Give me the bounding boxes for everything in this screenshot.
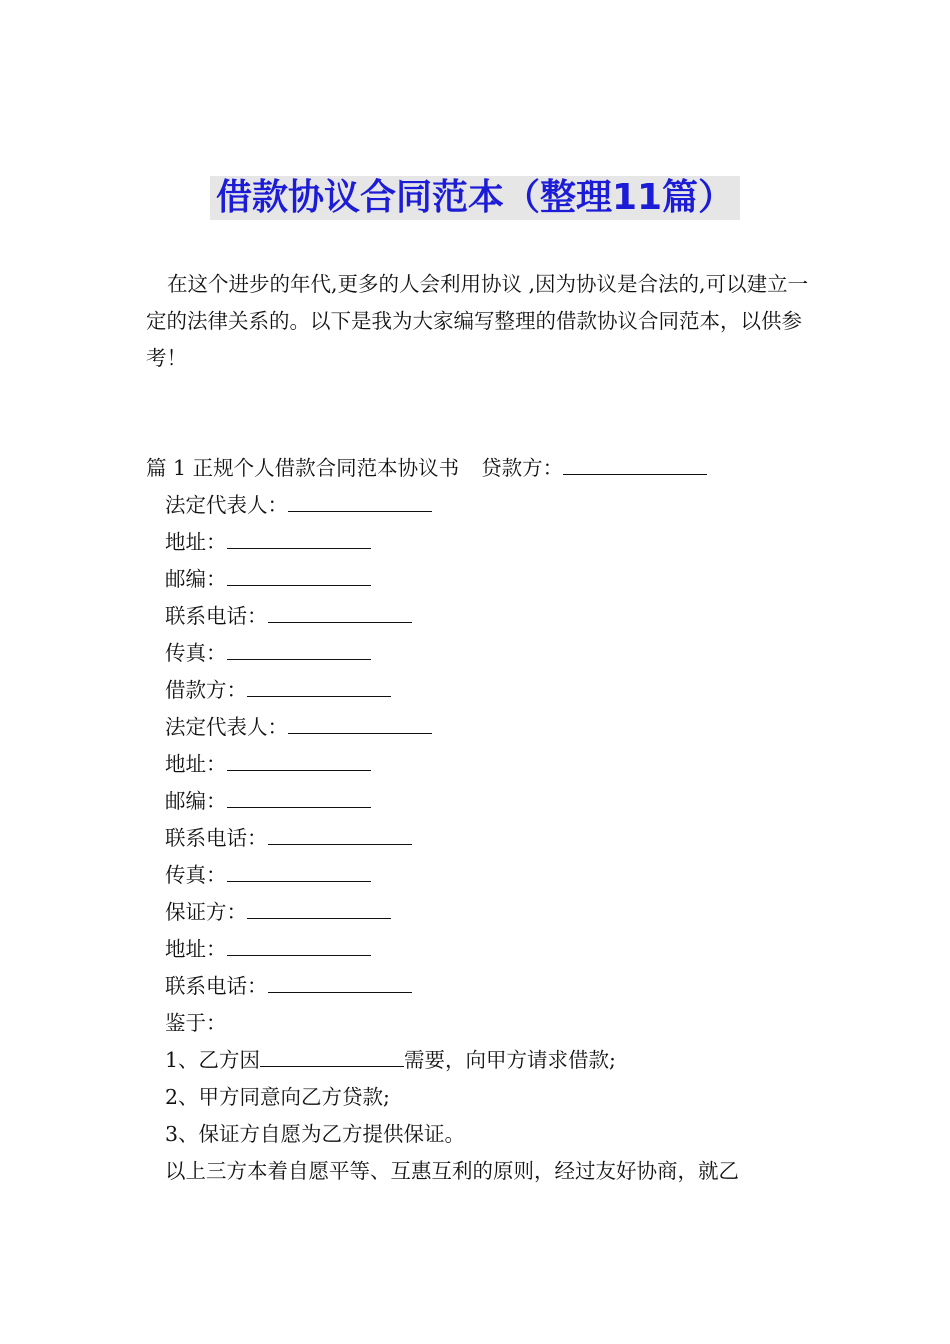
- field-blank: [288, 489, 432, 512]
- item-3-line: 3、保证方自愿为乙方提供保证。: [165, 1122, 466, 1146]
- field-line: [146, 820, 826, 857]
- field-line: [146, 709, 826, 746]
- item-1-pre: 1、乙方因: [165, 1048, 261, 1072]
- item-2-line: 2、甲方同意向乙方贷款;: [165, 1085, 390, 1109]
- field-blank: [268, 822, 412, 845]
- field-label: 借款方：: [165, 678, 247, 702]
- field-line: [146, 894, 826, 931]
- section-1: [146, 450, 826, 1190]
- page-title: 借款协议合同范本（整理11篇）: [210, 176, 740, 220]
- field-label: 地址：: [165, 937, 227, 961]
- field-label: 保证方：: [165, 900, 247, 924]
- item-1-post: 需要，向甲方请求借款;: [404, 1048, 616, 1072]
- title-container: [0, 176, 950, 220]
- field-label: 联系电话：: [165, 974, 268, 998]
- field-blank: [268, 600, 412, 623]
- lender-label: 贷款方：: [481, 456, 564, 480]
- field-blank: [268, 970, 412, 993]
- intro-paragraph-container: [146, 266, 816, 377]
- field-line: [146, 672, 826, 709]
- field-label: 法定代表人：: [165, 493, 288, 517]
- field-blank: [227, 859, 371, 882]
- field-line: [146, 746, 826, 783]
- field-label: 联系电话：: [165, 826, 268, 850]
- field-label: 传真：: [165, 641, 227, 665]
- field-line: [146, 857, 826, 894]
- field-blank: [227, 933, 371, 956]
- field-line: [146, 561, 826, 598]
- field-label: 地址：: [165, 530, 227, 554]
- field-line: [146, 524, 826, 561]
- intro-paragraph: 在这个进步的年代,更多的人会利用协议 ,因为协议是合法的,可以建立一定的法律关系的。以下是我为大家编写整理的借款协议合同范本，以供参考！: [146, 272, 809, 370]
- item-1-blank: [260, 1044, 404, 1067]
- field-blank: [247, 674, 391, 697]
- field-line: [146, 598, 826, 635]
- field-blank: [227, 748, 371, 771]
- field-label: 邮编：: [165, 789, 227, 813]
- whereas-line: 鉴于：: [165, 1011, 227, 1035]
- field-blank: [288, 711, 432, 734]
- section-heading: 篇 1 正规个人借款合同范本协议书: [146, 456, 460, 480]
- field-blank: [247, 896, 391, 919]
- field-line: [146, 487, 826, 524]
- field-label: 邮编：: [165, 567, 227, 591]
- lender-blank: [563, 452, 707, 475]
- field-line: [146, 931, 826, 968]
- field-blank: [227, 526, 371, 549]
- field-line: [146, 968, 826, 1005]
- field-line: [146, 783, 826, 820]
- closing-line: 以上三方本着自愿平等、互惠互利的原则，经过友好协商，就乙: [165, 1159, 739, 1183]
- field-blank: [227, 785, 371, 808]
- field-label: 传真：: [165, 863, 227, 887]
- field-blank: [227, 637, 371, 660]
- field-label: 联系电话：: [165, 604, 268, 628]
- field-line: [146, 635, 826, 672]
- field-label: 法定代表人：: [165, 715, 288, 739]
- section-heading-line: [146, 450, 826, 487]
- field-blank: [227, 563, 371, 586]
- item-1-line: [146, 1042, 826, 1079]
- field-label: 地址：: [165, 752, 227, 776]
